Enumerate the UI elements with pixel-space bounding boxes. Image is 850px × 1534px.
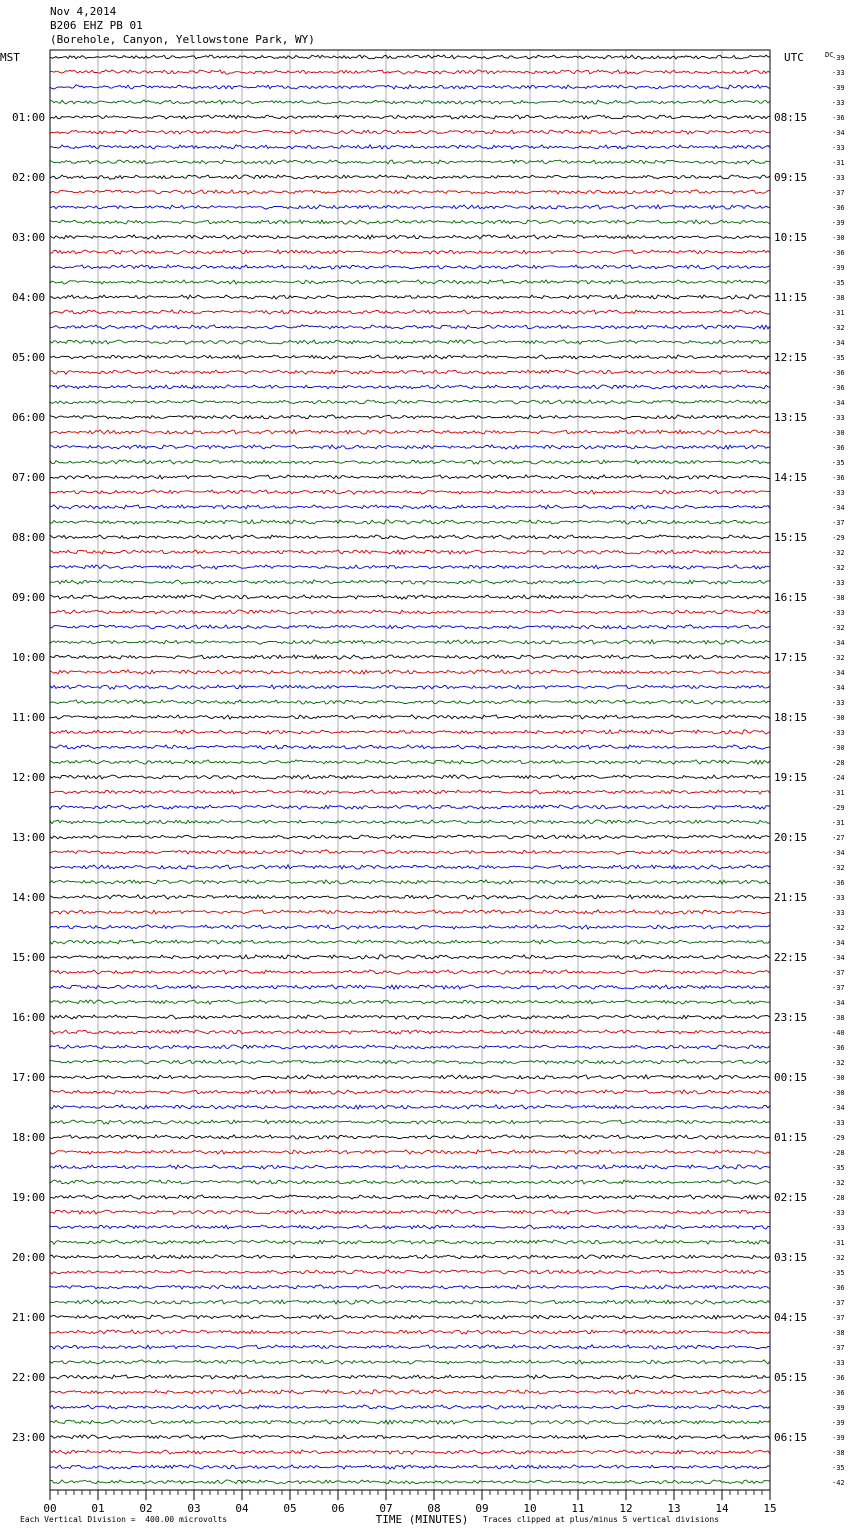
x-tick-label: 03 bbox=[187, 1502, 201, 1515]
dc-offset-label: -32 bbox=[832, 564, 845, 572]
seismic-trace bbox=[50, 1300, 770, 1304]
seismic-trace bbox=[50, 1180, 770, 1184]
right-hour-label: 01:15 bbox=[774, 1131, 808, 1144]
seismic-trace bbox=[50, 325, 770, 329]
right-hour-label: 16:15 bbox=[774, 591, 808, 604]
dc-offset-label: -36 bbox=[832, 384, 845, 392]
x-tick-label: 13 bbox=[667, 1502, 681, 1515]
seismic-trace bbox=[50, 925, 770, 929]
left-hour-label: 22:00 bbox=[12, 1371, 46, 1384]
seismic-trace bbox=[50, 775, 770, 779]
dc-offset-label: -32 bbox=[832, 864, 845, 872]
x-tick-label: 09 bbox=[475, 1502, 489, 1515]
left-hour-label: 10:00 bbox=[12, 651, 46, 664]
seismic-trace bbox=[50, 1375, 770, 1379]
x-tick-label: 01 bbox=[91, 1502, 105, 1515]
dc-offset-label: -33 bbox=[832, 489, 845, 497]
seismic-trace bbox=[50, 865, 770, 869]
right-hour-label: 00:15 bbox=[774, 1071, 808, 1084]
dc-offset-label: -42 bbox=[832, 1479, 845, 1487]
seismic-trace bbox=[50, 295, 770, 299]
seismic-trace bbox=[50, 505, 770, 509]
dc-offset-label: -32 bbox=[832, 324, 845, 332]
dc-offset-label: -31 bbox=[832, 1239, 845, 1247]
seismic-trace bbox=[50, 1240, 770, 1244]
seismic-trace bbox=[50, 1030, 770, 1034]
seismic-trace bbox=[50, 280, 770, 284]
axis-labels bbox=[0, 51, 845, 1526]
dc-offset-label: -34 bbox=[832, 504, 845, 512]
dc-offset-label: -36 bbox=[832, 1389, 845, 1397]
seismic-trace bbox=[50, 745, 770, 749]
seismic-trace bbox=[50, 370, 770, 374]
seismic-trace bbox=[50, 1075, 770, 1079]
left-hour-label: 07:00 bbox=[12, 471, 46, 484]
seismic-trace bbox=[50, 460, 770, 464]
seismic-trace bbox=[50, 160, 770, 164]
dc-offset-label: -37 bbox=[832, 1344, 845, 1352]
dc-offset-label: -36 bbox=[832, 1044, 845, 1052]
dc-offset-label: -36 bbox=[832, 474, 845, 482]
seismic-trace bbox=[50, 85, 770, 89]
dc-offset-label: -36 bbox=[832, 879, 845, 887]
seismic-trace bbox=[50, 1060, 770, 1064]
dc-offset-label: -35 bbox=[832, 354, 845, 362]
dc-offset-label: -28 bbox=[832, 759, 845, 767]
seismic-traces bbox=[50, 55, 770, 1484]
left-hour-label: 16:00 bbox=[12, 1011, 46, 1024]
dc-offset-label: -34 bbox=[832, 399, 845, 407]
seismic-trace bbox=[50, 55, 770, 59]
seismic-trace bbox=[50, 1045, 770, 1049]
dc-offset-label: -34 bbox=[832, 954, 845, 962]
dc-offset-label: -39 bbox=[832, 1404, 845, 1412]
dc-offset-label: -38 bbox=[832, 1014, 845, 1022]
seismic-trace bbox=[50, 1315, 770, 1319]
dc-offset-label: -30 bbox=[832, 1074, 845, 1082]
dc-offset-label: -35 bbox=[832, 459, 845, 467]
dc-offset-label: -38 bbox=[832, 594, 845, 602]
left-hour-label: 13:00 bbox=[12, 831, 46, 844]
seismic-trace bbox=[50, 1420, 770, 1424]
dc-offset-label: -37 bbox=[832, 1299, 845, 1307]
seismic-trace bbox=[50, 820, 770, 824]
right-hour-label: 04:15 bbox=[774, 1311, 808, 1324]
dc-offset-label: -33 bbox=[832, 894, 845, 902]
chart-date: Nov 4,2014 bbox=[50, 5, 117, 18]
footer-clip-note: Traces clipped at plus/minus 5 vertical divisions bbox=[483, 1515, 720, 1524]
left-hour-label: 14:00 bbox=[12, 891, 46, 904]
seismic-trace bbox=[50, 1105, 770, 1109]
station-location: (Borehole, Canyon, Yellowstone Park, WY) bbox=[50, 33, 315, 46]
dc-offset-label: -24 bbox=[832, 774, 845, 782]
dc-offset-label: -33 bbox=[832, 909, 845, 917]
seismic-trace bbox=[50, 1165, 770, 1169]
left-hour-label: 12:00 bbox=[12, 771, 46, 784]
seismic-trace bbox=[50, 190, 770, 194]
seismic-trace bbox=[50, 1150, 770, 1154]
dc-offset-label: -31 bbox=[832, 819, 845, 827]
seismic-trace bbox=[50, 985, 770, 989]
right-hour-label: 05:15 bbox=[774, 1371, 808, 1384]
seismic-trace bbox=[50, 1270, 770, 1274]
x-axis-label: TIME (MINUTES) bbox=[375, 1513, 469, 1526]
dc-offset-label: -38 bbox=[832, 294, 845, 302]
dc-offset-label: -36 bbox=[832, 444, 845, 452]
left-hour-label: 21:00 bbox=[12, 1311, 46, 1324]
seismic-trace bbox=[50, 1225, 770, 1229]
dc-offset-label: -35 bbox=[832, 279, 845, 287]
seismic-trace bbox=[50, 655, 770, 659]
dc-offset-label: -36 bbox=[832, 1374, 845, 1382]
seismic-trace bbox=[50, 1360, 770, 1364]
seismic-trace bbox=[50, 445, 770, 449]
dc-offset-label: -38 bbox=[832, 1329, 845, 1337]
dc-offset-label: -30 bbox=[832, 744, 845, 752]
seismic-trace bbox=[50, 1465, 770, 1469]
right-hour-label: 11:15 bbox=[774, 291, 808, 304]
x-tick-label: 14 bbox=[715, 1502, 729, 1515]
dc-offset-label: -35 bbox=[832, 1464, 845, 1472]
seismic-trace bbox=[50, 1480, 770, 1484]
dc-offset-label: -39 bbox=[832, 219, 845, 227]
dc-offset-label: -33 bbox=[832, 414, 845, 422]
dc-offset-label: -34 bbox=[832, 849, 845, 857]
left-hour-label: 04:00 bbox=[12, 291, 46, 304]
dc-offset-label: -32 bbox=[832, 1059, 845, 1067]
x-tick-label: 10 bbox=[523, 1502, 537, 1515]
seismic-trace bbox=[50, 310, 770, 314]
seismic-trace bbox=[50, 535, 770, 539]
seismic-trace bbox=[50, 1450, 770, 1454]
right-hour-label: 14:15 bbox=[774, 471, 808, 484]
seismic-trace bbox=[50, 805, 770, 809]
dc-offset-label: -39 bbox=[832, 1419, 845, 1427]
x-tick-label: 00 bbox=[43, 1502, 57, 1515]
seismic-trace bbox=[50, 1330, 770, 1334]
dc-offset-label: -36 bbox=[832, 1284, 845, 1292]
dc-offset-label: -34 bbox=[832, 669, 845, 677]
seismic-trace bbox=[50, 910, 770, 914]
left-hour-label: 17:00 bbox=[12, 1071, 46, 1084]
left-hour-label: 18:00 bbox=[12, 1131, 46, 1144]
dc-offset-label: -29 bbox=[832, 534, 845, 542]
dc-offset-label: -39 bbox=[832, 264, 845, 272]
seismic-trace bbox=[50, 385, 770, 389]
seismic-trace bbox=[50, 730, 770, 734]
right-hour-label: 21:15 bbox=[774, 891, 808, 904]
dc-offset-label: -31 bbox=[832, 309, 845, 317]
seismic-trace bbox=[50, 610, 770, 614]
seismic-trace bbox=[50, 1285, 770, 1289]
seismic-trace bbox=[50, 1255, 770, 1259]
right-hour-label: 22:15 bbox=[774, 951, 808, 964]
seismic-trace bbox=[50, 895, 770, 899]
right-hour-label: 10:15 bbox=[774, 231, 808, 244]
seismic-trace bbox=[50, 670, 770, 674]
dc-offset-label: -30 bbox=[832, 234, 845, 242]
left-hour-label: 05:00 bbox=[12, 351, 46, 364]
x-tick-label: 02 bbox=[139, 1502, 153, 1515]
dc-offset-label: -32 bbox=[832, 654, 845, 662]
dc-offset-label: -34 bbox=[832, 639, 845, 647]
seismic-trace bbox=[50, 130, 770, 134]
dc-offset-label: -40 bbox=[832, 1029, 845, 1037]
dc-offset-label: -32 bbox=[832, 549, 845, 557]
dc-offset-label: -38 bbox=[832, 1449, 845, 1457]
dc-offset-label: -33 bbox=[832, 69, 845, 77]
seismic-trace bbox=[50, 430, 770, 434]
seismic-trace bbox=[50, 475, 770, 479]
dc-offset-label: -32 bbox=[832, 1179, 845, 1187]
x-tick-label: 04 bbox=[235, 1502, 249, 1515]
seismic-trace bbox=[50, 595, 770, 599]
dc-offset-label: -39 bbox=[832, 84, 845, 92]
seismic-trace bbox=[50, 880, 770, 884]
seismic-trace bbox=[50, 175, 770, 179]
seismic-trace bbox=[50, 1210, 770, 1214]
dc-offset-label: -33 bbox=[832, 729, 845, 737]
dc-offset-label: -39 bbox=[832, 54, 845, 62]
dc-offset-label: -33 bbox=[832, 144, 845, 152]
right-hour-label: 15:15 bbox=[774, 531, 808, 544]
dc-offset-label: -35 bbox=[832, 1269, 845, 1277]
left-hour-label: 03:00 bbox=[12, 231, 46, 244]
seismic-trace bbox=[50, 250, 770, 254]
right-hour-label: 06:15 bbox=[774, 1431, 808, 1444]
dc-offset-label: -33 bbox=[832, 1359, 845, 1367]
dc-offset-label: -36 bbox=[832, 369, 845, 377]
dc-offset-label: -33 bbox=[832, 174, 845, 182]
station-id: B206 EHZ PB 01 bbox=[50, 19, 143, 32]
seismic-trace bbox=[50, 100, 770, 104]
right-hour-label: 20:15 bbox=[774, 831, 808, 844]
dc-offset-label: -32 bbox=[832, 624, 845, 632]
seismic-trace bbox=[50, 565, 770, 569]
dc-offset-label: -33 bbox=[832, 579, 845, 587]
x-tick-label: 08 bbox=[427, 1502, 441, 1515]
left-hour-label: 08:00 bbox=[12, 531, 46, 544]
x-tick-label: 11 bbox=[571, 1502, 585, 1515]
seismic-trace bbox=[50, 115, 770, 119]
seismic-trace bbox=[50, 340, 770, 344]
dc-offset-label: -34 bbox=[832, 1104, 845, 1112]
seismic-trace bbox=[50, 415, 770, 419]
dc-offset-label: -30 bbox=[832, 1089, 845, 1097]
plot-frame bbox=[50, 50, 770, 1490]
right-hour-label: 19:15 bbox=[774, 771, 808, 784]
seismic-trace bbox=[50, 850, 770, 854]
dc-offset-label: -34 bbox=[832, 129, 845, 137]
dc-offset-label: -30 bbox=[832, 429, 845, 437]
seismic-trace bbox=[50, 685, 770, 689]
dc-column-header: DC bbox=[825, 51, 834, 59]
dc-offset-label: -34 bbox=[832, 684, 845, 692]
seismic-trace bbox=[50, 1345, 770, 1349]
dc-offset-label: -37 bbox=[832, 969, 845, 977]
seismic-trace bbox=[50, 70, 770, 74]
seismic-trace bbox=[50, 145, 770, 149]
dc-offset-label: -31 bbox=[832, 789, 845, 797]
dc-offset-label: -28 bbox=[832, 1194, 845, 1202]
dc-offset-label: -33 bbox=[832, 699, 845, 707]
seismic-trace bbox=[50, 490, 770, 494]
left-hour-label: 01:00 bbox=[12, 111, 46, 124]
left-hour-label: 19:00 bbox=[12, 1191, 46, 1204]
seismic-trace bbox=[50, 760, 770, 764]
dc-offset-label: -34 bbox=[832, 999, 845, 1007]
seismic-trace bbox=[50, 970, 770, 974]
dc-offset-label: -37 bbox=[832, 984, 845, 992]
right-hour-label: 23:15 bbox=[774, 1011, 808, 1024]
right-hour-label: 12:15 bbox=[774, 351, 808, 364]
right-hour-label: 08:15 bbox=[774, 111, 808, 124]
seismic-trace bbox=[50, 1120, 770, 1124]
left-hour-label: 06:00 bbox=[12, 411, 46, 424]
left-hour-label: 23:00 bbox=[12, 1431, 46, 1444]
dc-offset-label: -37 bbox=[832, 189, 845, 197]
dc-offset-label: -34 bbox=[832, 339, 845, 347]
x-tick-label: 07 bbox=[379, 1502, 393, 1515]
dc-offset-label: -32 bbox=[832, 1254, 845, 1262]
right-hour-label: 09:15 bbox=[774, 171, 808, 184]
x-tick-label: 12 bbox=[619, 1502, 633, 1515]
seismic-trace bbox=[50, 400, 770, 404]
dc-offset-label: -33 bbox=[832, 99, 845, 107]
left-hour-label: 02:00 bbox=[12, 171, 46, 184]
dc-offset-label: -36 bbox=[832, 204, 845, 212]
seismic-trace bbox=[50, 235, 770, 239]
seismic-trace bbox=[50, 940, 770, 944]
seismic-trace bbox=[50, 1090, 770, 1094]
left-hour-label: 11:00 bbox=[12, 711, 46, 724]
seismic-trace bbox=[50, 1390, 770, 1394]
right-hour-label: 03:15 bbox=[774, 1251, 808, 1264]
seismic-trace bbox=[50, 1135, 770, 1139]
seismic-trace bbox=[50, 355, 770, 359]
dc-offset-label: -33 bbox=[832, 1119, 845, 1127]
dc-offset-label: -37 bbox=[832, 1314, 845, 1322]
seismic-trace bbox=[50, 1405, 770, 1409]
seismic-trace bbox=[50, 1435, 770, 1439]
seismic-trace bbox=[50, 1195, 770, 1199]
seismic-trace bbox=[50, 550, 770, 554]
dc-offset-label: -33 bbox=[832, 609, 845, 617]
dc-offset-label: -29 bbox=[832, 804, 845, 812]
seismic-trace bbox=[50, 790, 770, 794]
seismic-trace bbox=[50, 700, 770, 704]
dc-offset-label: -35 bbox=[832, 1164, 845, 1172]
dc-offset-label: -36 bbox=[832, 114, 845, 122]
dc-offset-label: -37 bbox=[832, 519, 845, 527]
seismic-trace bbox=[50, 640, 770, 644]
seismic-trace bbox=[50, 1015, 770, 1019]
left-hour-label: 15:00 bbox=[12, 951, 46, 964]
seismic-trace bbox=[50, 955, 770, 959]
left-zone-label: MST bbox=[0, 51, 20, 64]
x-tick-label: 15 bbox=[763, 1502, 777, 1515]
seismic-trace bbox=[50, 1000, 770, 1004]
dc-offset-label: -32 bbox=[832, 924, 845, 932]
dc-offset-label: -36 bbox=[832, 249, 845, 257]
right-hour-label: 18:15 bbox=[774, 711, 808, 724]
x-tick-label: 06 bbox=[331, 1502, 345, 1515]
right-hour-label: 17:15 bbox=[774, 651, 808, 664]
seismic-trace bbox=[50, 520, 770, 524]
dc-offset-label: -34 bbox=[832, 939, 845, 947]
seismic-trace bbox=[50, 580, 770, 584]
dc-offset-label: -27 bbox=[832, 834, 845, 842]
seismic-trace bbox=[50, 220, 770, 224]
dc-offset-label: -28 bbox=[832, 1149, 845, 1157]
seismic-trace bbox=[50, 835, 770, 839]
left-hour-label: 20:00 bbox=[12, 1251, 46, 1264]
right-hour-label: 02:15 bbox=[774, 1191, 808, 1204]
seismic-trace bbox=[50, 205, 770, 209]
dc-offset-label: -39 bbox=[832, 1434, 845, 1442]
right-hour-label: 13:15 bbox=[774, 411, 808, 424]
seismic-trace bbox=[50, 265, 770, 269]
dc-offset-label: -29 bbox=[832, 1134, 845, 1142]
x-tick-label: 05 bbox=[283, 1502, 297, 1515]
dc-offset-label: -30 bbox=[832, 714, 845, 722]
dc-offset-label: -33 bbox=[832, 1224, 845, 1232]
dc-offset-label: -33 bbox=[832, 1209, 845, 1217]
seismic-trace bbox=[50, 715, 770, 719]
right-zone-label: UTC bbox=[784, 51, 804, 64]
footer-scale-note: Each Vertical Division = 400.00 microvolts bbox=[20, 1515, 228, 1524]
dc-offset-label: -31 bbox=[832, 159, 845, 167]
left-hour-label: 09:00 bbox=[12, 591, 46, 604]
seismic-trace bbox=[50, 625, 770, 629]
